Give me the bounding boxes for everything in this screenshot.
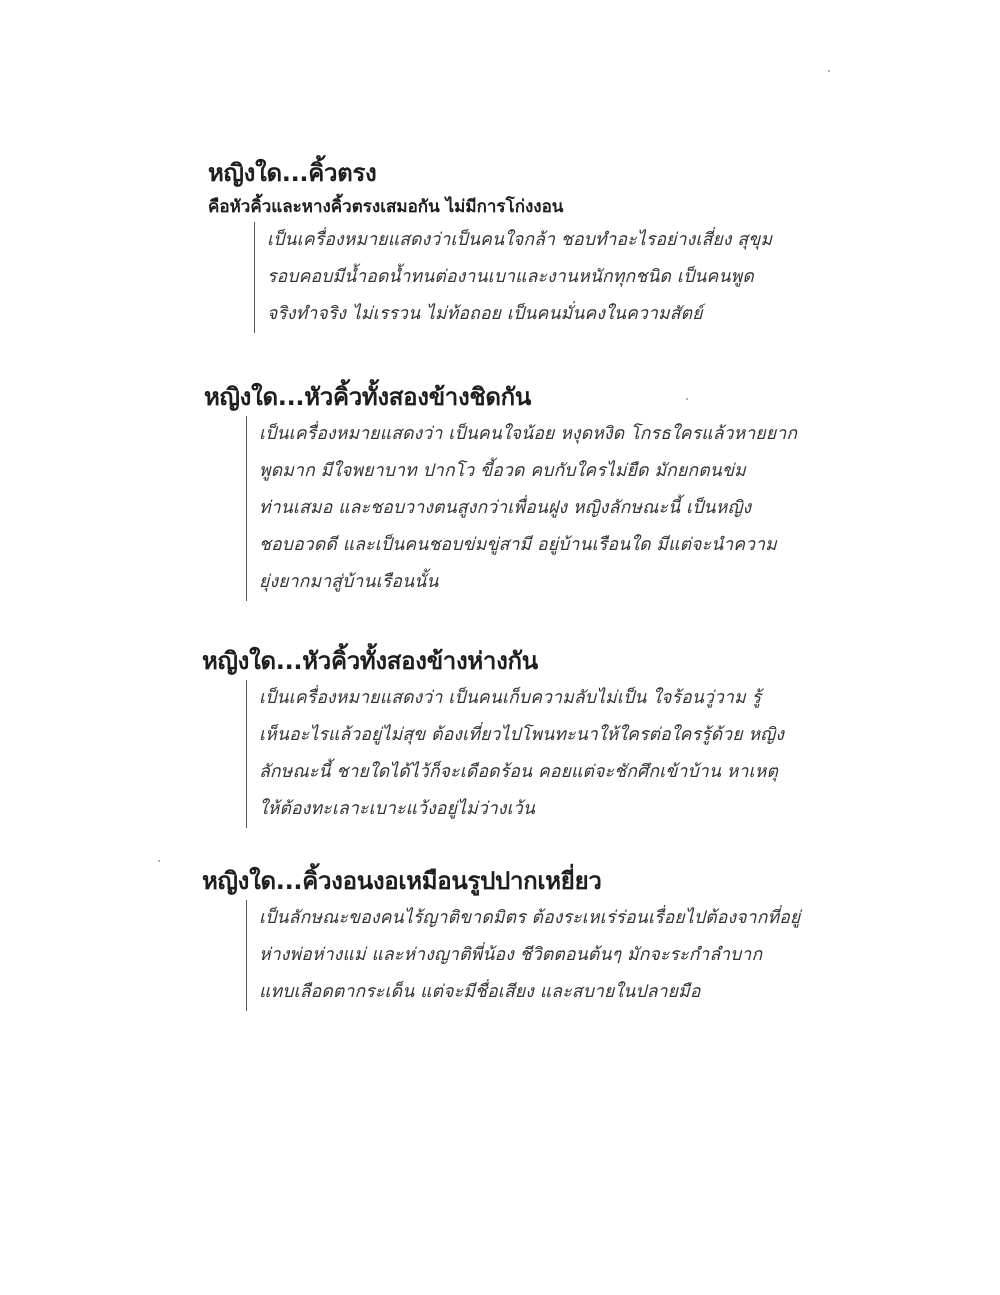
section-straight-brows — [208, 158, 772, 333]
scan-speck — [158, 860, 160, 862]
section-close-brows — [204, 382, 797, 601]
section-heading: หญิงใด...คิ้วตรง — [208, 159, 377, 187]
body-line: เป็นเครื่องหมายแสดงว่า เป็นคนเก็บความลับไม่เป็น ใจร้อนวู่วาม รู้ — [259, 688, 762, 708]
body-line: จริงทำจริง ไม่เรรวน ไม่ท้อถอย เป็นคนมั่นคงในความสัตย์ — [267, 304, 703, 324]
body-line: พูดมาก มีใจพยาบาท ปากโว ขี้อวด คบกับใครไม่ยืด มักยกตนข่ม — [259, 461, 746, 481]
body-line: แทบเลือดตากระเด็น แต่จะมีชื่อเสียง และสบายในปลายมือ — [259, 982, 701, 1002]
body-line: ท่านเสมอ และชอบวางตนสูงกว่าเพื่อนฝูง หญิงลักษณะนี้ เป็นหญิง — [259, 498, 752, 518]
section-subheading: คือหัวคิ้วและหางคิ้วตรงเสมอกัน ไม่มีการโก่งงอน — [208, 197, 564, 217]
body-line: เห็นอะไรแล้วอยู่ไม่สุข ต้องเที่ยวไปโพนทะนาให้ใครต่อใครรู้ด้วย หญิง — [259, 725, 785, 745]
body-line: เป็นเครื่องหมายแสดงว่า เป็นคนใจน้อย หงุดหงิด โกรธใครแล้วหายยาก — [259, 424, 798, 444]
section-body — [246, 680, 784, 828]
section-body — [254, 222, 772, 333]
section-heading: หญิงใด...หัวคิ้วทั้งสองข้างชิดกัน — [204, 383, 532, 411]
section-body — [246, 900, 800, 1011]
section-hawk-beak-brows — [202, 866, 800, 1011]
section-heading: หญิงใด...คิ้วงอนงอเหมือนรูปปากเหยี่ยว — [202, 867, 602, 895]
body-line: ชอบอวดดี และเป็นคนชอบข่มขู่สามี อยู่บ้านเรือนใด มีแต่จะนำความ — [259, 535, 777, 555]
body-line: ลักษณะนี้ ชายใดได้ไว้ก็จะเดือดร้อน คอยแต่จะชักศึกเข้าบ้าน หาเหตุ — [259, 762, 779, 782]
section-heading: หญิงใด...หัวคิ้วทั้งสองข้างห่างกัน — [202, 647, 538, 675]
section-body — [246, 416, 797, 601]
body-line: รอบคอบมีน้ำอดน้ำทนต่องานเบาและงานหนักทุกชนิด เป็นคนพูด — [267, 267, 754, 287]
body-line: ยุ่งยากมาสู่บ้านเรือนนั้น — [259, 572, 439, 592]
body-line: เป็นเครื่องหมายแสดงว่าเป็นคนใจกล้า ชอบทำอะไรอย่างเสี่ยง สุขุม — [267, 230, 773, 250]
scan-speck — [828, 70, 830, 72]
section-apart-brows — [202, 646, 784, 828]
body-line: เป็นลักษณะของคนไร้ญาติขาดมิตร ต้องระเหเร่ร่อนเรื่อยไปต้องจากที่อยู่ — [259, 908, 801, 928]
body-line: ให้ต้องทะเลาะเบาะแว้งอยู่ไม่ว่างเว้น — [259, 799, 536, 819]
body-line: ห่างพ่อห่างแม่ และห่างญาติพี่น้อง ชีวิตตอนต้นๆ มักจะระกำลำบาก — [259, 945, 763, 965]
